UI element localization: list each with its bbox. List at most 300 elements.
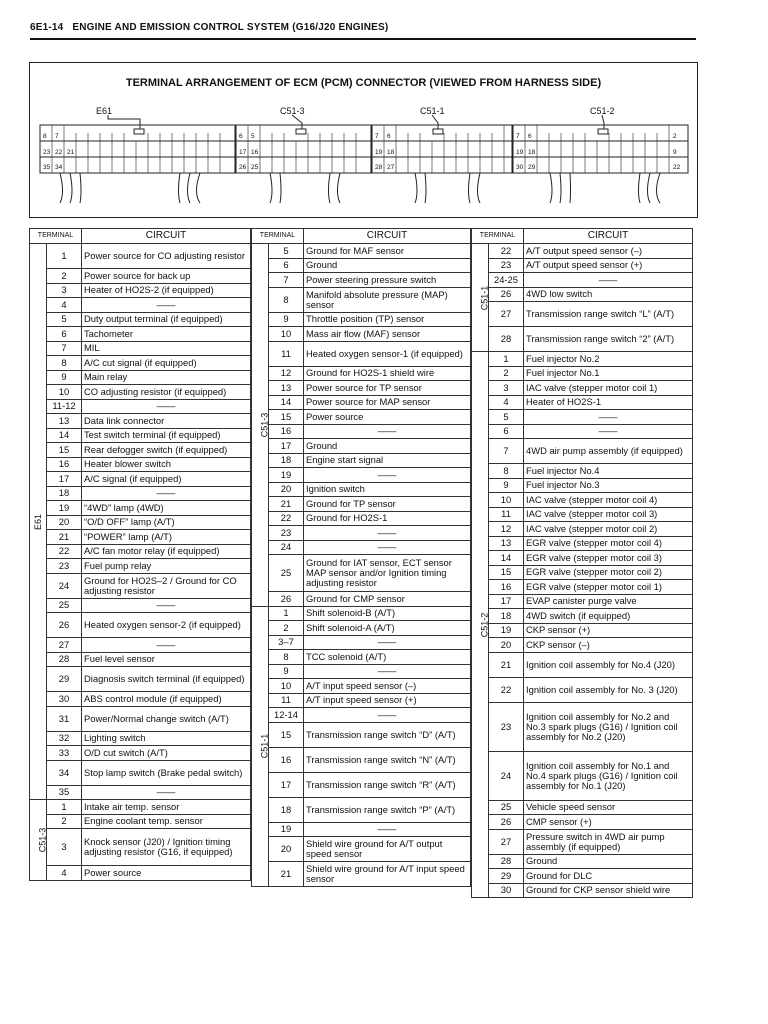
circuit-description: Ground (304, 439, 471, 454)
connector-diagram (29, 62, 698, 218)
circuit-description: —— (524, 273, 693, 288)
connector-name: E61 (33, 513, 44, 530)
table-row (252, 606, 471, 621)
terminal-number: 9 (489, 478, 524, 493)
terminal-number: 30 (489, 883, 524, 898)
terminal-number: 11 (269, 341, 304, 366)
svg-text:26: 26 (239, 164, 247, 171)
table-row (252, 747, 471, 772)
terminal-number: 8 (269, 287, 304, 312)
terminal-number: 16 (489, 580, 524, 595)
terminal-table-3 (471, 228, 693, 898)
svg-text:28: 28 (375, 164, 383, 171)
circuit-description: Shield wire ground for A/T output speed sensor (304, 837, 471, 862)
terminal-number: 23 (489, 258, 524, 273)
circuit-description: ABS control module (if equipped) (82, 692, 251, 707)
circuit-description: O/D cut switch (A/T) (82, 746, 251, 761)
circuit-description: Rear defogger switch (if equipped) (82, 443, 251, 458)
terminal-number: 28 (489, 327, 524, 352)
terminal-number: 7 (269, 273, 304, 288)
table-row (472, 464, 693, 479)
svg-text:29: 29 (528, 164, 536, 171)
circuit-description: Ground for DLC (524, 869, 693, 884)
terminal-number: 4 (47, 866, 82, 881)
circuit-description: —— (304, 822, 471, 837)
table-row (252, 862, 471, 887)
table-row (30, 613, 251, 638)
circuit-description: Ignition coil assembly for No.1 and No.4 spark plugs (G16) / Ignition coil assembly for No.1 (J20) (524, 751, 693, 800)
connector-group-label (472, 244, 489, 352)
terminal-number: 1 (47, 800, 82, 815)
circuit-description: —— (82, 598, 251, 613)
terminal-number: 18 (269, 453, 304, 468)
terminal-number: 15 (489, 565, 524, 580)
table-row (30, 414, 251, 429)
terminal-number: 16 (269, 747, 304, 772)
terminal-number: 8 (489, 464, 524, 479)
table-row (472, 815, 693, 830)
circuit-description: Diagnosis switch terminal (if equipped) (82, 667, 251, 692)
svg-text:7: 7 (55, 133, 59, 140)
table-row (252, 664, 471, 679)
table-row (472, 551, 693, 566)
svg-text:18: 18 (528, 149, 536, 156)
terminal-number: 21 (47, 530, 82, 545)
circuit-description: Shift solenoid-B (A/T) (304, 606, 471, 621)
circuit-description: CKP sensor (–) (524, 638, 693, 653)
terminal-number: 35 (47, 785, 82, 800)
svg-text:17: 17 (239, 149, 247, 156)
circuit-description: Transmission range switch “P” (A/T) (304, 797, 471, 822)
connector-label-c51-2: C51-2 (590, 106, 615, 116)
circuit-description: Engine coolant temp. sensor (82, 814, 251, 829)
terminal-number: 31 (47, 706, 82, 731)
circuit-description: Data link connector (82, 414, 251, 429)
table-row (472, 677, 693, 702)
terminal-number: 21 (489, 652, 524, 677)
table-row (472, 424, 693, 439)
table-row (472, 493, 693, 508)
table-row (252, 453, 471, 468)
table-row (252, 650, 471, 665)
table-row (472, 594, 693, 609)
terminal-number: 19 (269, 468, 304, 483)
table-row (472, 522, 693, 537)
table-row (472, 883, 693, 898)
circuit-description: Duty output terminal (if equipped) (82, 312, 251, 327)
table-row (30, 515, 251, 530)
table-row (30, 692, 251, 707)
table-row (252, 497, 471, 512)
circuit-description: Main relay (82, 370, 251, 385)
table-row (30, 598, 251, 613)
terminal-number: 5 (489, 410, 524, 425)
svg-text:6: 6 (528, 133, 532, 140)
table-row (252, 287, 471, 312)
terminal-number: 14 (489, 551, 524, 566)
table-row (472, 273, 693, 288)
terminal-number: 4 (47, 298, 82, 313)
terminal-number: 17 (269, 772, 304, 797)
circuit-description: —— (304, 424, 471, 439)
circuit-description: A/C cut signal (if equipped) (82, 356, 251, 371)
circuit-description: Stop lamp switch (Brake pedal switch) (82, 760, 251, 785)
table-row (472, 565, 693, 580)
terminal-number: 22 (489, 244, 524, 259)
terminal-number: 2 (269, 621, 304, 636)
table-row (30, 667, 251, 692)
table-row (252, 312, 471, 327)
svg-text:25: 25 (251, 164, 259, 171)
svg-text:6: 6 (239, 133, 243, 140)
table-row (472, 366, 693, 381)
table-row (252, 439, 471, 454)
circuit-description: A/C signal (if equipped) (82, 472, 251, 487)
table-row (30, 638, 251, 653)
terminal-number: 6 (489, 424, 524, 439)
terminal-number: 5 (47, 312, 82, 327)
table-row (30, 298, 251, 313)
table-row (252, 621, 471, 636)
table-row (472, 381, 693, 396)
circuit-description: Tachometer (82, 327, 251, 342)
circuit-description: Transmission range switch “N” (A/T) (304, 747, 471, 772)
terminal-number: 6 (47, 327, 82, 342)
terminal-number: 11-12 (47, 399, 82, 414)
svg-text:2: 2 (673, 133, 677, 140)
table-row (252, 244, 471, 259)
table-row (30, 866, 251, 881)
svg-text:27: 27 (387, 164, 395, 171)
table-row (252, 722, 471, 747)
terminal-number: 12 (269, 366, 304, 381)
terminal-number: 24 (269, 540, 304, 555)
table-row (30, 559, 251, 574)
circuit-description: —— (304, 468, 471, 483)
terminal-number: 15 (269, 722, 304, 747)
table-row (472, 439, 693, 464)
terminal-number: 17 (47, 472, 82, 487)
table-row (252, 635, 471, 650)
svg-text:23: 23 (43, 149, 51, 156)
table-header-row (252, 229, 471, 244)
table-row (252, 258, 471, 273)
table-row (472, 869, 693, 884)
circuit-description: Fuel injector No.3 (524, 478, 693, 493)
table-row (30, 327, 251, 342)
table-row (252, 526, 471, 541)
table-row (472, 352, 693, 367)
table-row (252, 837, 471, 862)
terminal-number: 11 (489, 507, 524, 522)
table-row (30, 428, 251, 443)
terminal-number: 14 (47, 428, 82, 443)
terminal-header: TERMINAL (252, 229, 304, 244)
circuit-description: Shift solenoid-A (A/T) (304, 621, 471, 636)
terminal-number: 20 (489, 638, 524, 653)
svg-text:8: 8 (43, 133, 47, 140)
table-row (30, 457, 251, 472)
terminal-number: 26 (489, 815, 524, 830)
circuit-header: CIRCUIT (304, 229, 471, 244)
terminal-number: 15 (47, 443, 82, 458)
terminal-number: 22 (47, 544, 82, 559)
circuit-description: Pressure switch in 4WD air pump assembly (if equipped) (524, 829, 693, 854)
circuit-description: Mass air flow (MAF) sensor (304, 327, 471, 342)
circuit-description: Transmission range switch “2” (A/T) (524, 327, 693, 352)
circuit-description: —— (82, 785, 251, 800)
terminal-number: 12 (489, 522, 524, 537)
svg-text:22: 22 (673, 164, 681, 171)
circuit-description: Ground for CKP sensor shield wire (524, 883, 693, 898)
table-row (252, 273, 471, 288)
svg-text:7: 7 (516, 133, 520, 140)
circuit-description: Transmission range switch “R” (A/T) (304, 772, 471, 797)
diagram-title: TERMINAL ARRANGEMENT OF ECM (PCM) CONNECTOR (VIEWED FROM HARNESS SIDE) (125, 77, 602, 89)
table-row (252, 797, 471, 822)
circuit-description: Fuel injector No.4 (524, 464, 693, 479)
terminal-table-2 (251, 228, 471, 887)
terminal-number: 20 (47, 515, 82, 530)
circuit-description: Ground for IAT sensor, ECT sensor MAP sensor and/or Ignition timing adjusting resistor (304, 555, 471, 592)
circuit-header: CIRCUIT (524, 229, 693, 244)
terminal-number: 3 (489, 381, 524, 396)
terminal-number: 19 (489, 623, 524, 638)
circuit-description: CMP sensor (+) (524, 815, 693, 830)
table-row (472, 244, 693, 259)
circuit-description: Transmission range switch “D” (A/T) (304, 722, 471, 747)
svg-text:22: 22 (55, 149, 63, 156)
terminal-number: 34 (47, 760, 82, 785)
terminal-number: 19 (47, 501, 82, 516)
circuit-description: Fuel injector No.2 (524, 352, 693, 367)
circuit-description: Fuel pump relay (82, 559, 251, 574)
table-row (30, 356, 251, 371)
table-row (30, 814, 251, 829)
circuit-description: EGR valve (stepper motor coil 4) (524, 536, 693, 551)
terminal-number: 10 (269, 679, 304, 694)
terminal-header: TERMINAL (472, 229, 524, 244)
terminal-number: 23 (269, 526, 304, 541)
circuit-description: —— (82, 486, 251, 501)
terminal-number: 27 (489, 302, 524, 327)
circuit-description: Power source for back up (82, 269, 251, 284)
circuit-header: CIRCUIT (82, 229, 251, 244)
table-row (30, 370, 251, 385)
circuit-description: —— (304, 540, 471, 555)
table-row (252, 679, 471, 694)
circuit-description: Intake air temp. sensor (82, 800, 251, 815)
terminal-number: 27 (47, 638, 82, 653)
table-row (472, 800, 693, 815)
circuit-description: A/T output speed sensor (+) (524, 258, 693, 273)
table-row (472, 287, 693, 302)
circuit-description: IAC valve (stepper motor coil 3) (524, 507, 693, 522)
circuit-description: Ground for HO2S-1 shield wire (304, 366, 471, 381)
table-row (30, 544, 251, 559)
table-row (30, 244, 251, 269)
circuit-description: A/T output speed sensor (–) (524, 244, 693, 259)
circuit-description: 4WD switch (if equipped) (524, 609, 693, 624)
circuit-description: Heater of HO2S-2 (if equipped) (82, 283, 251, 298)
terminal-number: 21 (269, 497, 304, 512)
connector-group-label (30, 800, 47, 881)
circuit-description: Heater blower switch (82, 457, 251, 472)
terminal-number: 24-25 (489, 273, 524, 288)
circuit-description: Power source (304, 410, 471, 425)
connector-label-c51-3: C51-3 (280, 106, 305, 116)
table-row (472, 478, 693, 493)
table-row (30, 573, 251, 598)
svg-text:9: 9 (673, 149, 677, 156)
table-row (252, 540, 471, 555)
table-row (472, 580, 693, 595)
table-row (30, 486, 251, 501)
terminal-number: 3–7 (269, 635, 304, 650)
connector-group-label (252, 606, 269, 887)
table-row (252, 424, 471, 439)
terminal-header: TERMINAL (30, 229, 82, 244)
table-row (472, 302, 693, 327)
circuit-description: —— (304, 635, 471, 650)
terminal-number: 10 (489, 493, 524, 508)
table-row (472, 702, 693, 751)
table-row (252, 772, 471, 797)
circuit-description: IAC valve (stepper motor coil 4) (524, 493, 693, 508)
terminal-number: 3 (47, 283, 82, 298)
circuit-description: CKP sensor (+) (524, 623, 693, 638)
terminal-number: 24 (47, 573, 82, 598)
connector-name: C51-2 (479, 612, 490, 637)
circuit-description: Test switch terminal (if equipped) (82, 428, 251, 443)
circuit-description: Heated oxygen sensor-2 (if equipped) (82, 613, 251, 638)
terminal-number: 22 (269, 511, 304, 526)
table-row (472, 327, 693, 352)
connector-label-e61: E61 (96, 106, 113, 116)
circuit-description: IAC valve (stepper motor coil 2) (524, 522, 693, 537)
svg-text:6: 6 (387, 133, 391, 140)
circuit-description: —— (524, 424, 693, 439)
terminal-number: 18 (47, 486, 82, 501)
table-row (30, 283, 251, 298)
table-row (472, 751, 693, 800)
terminal-number: 13 (269, 381, 304, 396)
table-row (30, 472, 251, 487)
connector-name: C51-1 (259, 733, 270, 759)
table-row (472, 536, 693, 551)
table-row (252, 381, 471, 396)
circuit-description: Heater of HO2S-1 (524, 395, 693, 410)
table-row (252, 592, 471, 607)
terminal-number: 14 (269, 395, 304, 410)
terminal-number: 19 (269, 822, 304, 837)
terminal-number: 9 (47, 370, 82, 385)
terminal-number: 6 (269, 258, 304, 273)
terminal-number: 20 (269, 482, 304, 497)
terminal-number: 2 (47, 269, 82, 284)
table-row (472, 623, 693, 638)
terminal-number: 25 (269, 555, 304, 592)
circuit-description: EGR valve (stepper motor coil 3) (524, 551, 693, 566)
terminal-number: 5 (269, 244, 304, 259)
terminal-number: 25 (47, 598, 82, 613)
table-row (252, 366, 471, 381)
circuit-description: Knock sensor (J20) / Ignition timing adjusting resistor (G16, if equipped) (82, 829, 251, 866)
table-row (252, 341, 471, 366)
circuit-description: Shield wire ground for A/T input speed sensor (304, 862, 471, 887)
circuit-description: Transmission range switch “L” (A/T) (524, 302, 693, 327)
table-row (30, 341, 251, 356)
terminal-number: 7 (47, 341, 82, 356)
circuit-description: —— (82, 638, 251, 653)
circuit-description: —— (304, 664, 471, 679)
table-row (30, 706, 251, 731)
table-row (252, 555, 471, 592)
terminal-number: 13 (47, 414, 82, 429)
table-row (252, 482, 471, 497)
table-row (252, 327, 471, 342)
circuit-description: “POWER” lamp (A/T) (82, 530, 251, 545)
circuit-description: Ignition coil assembly for No. 3 (J20) (524, 677, 693, 702)
circuit-description: Heated oxygen sensor-1 (if equipped) (304, 341, 471, 366)
terminal-number: 23 (47, 559, 82, 574)
circuit-description: EGR valve (stepper motor coil 2) (524, 565, 693, 580)
table-row (30, 746, 251, 761)
table-row (30, 785, 251, 800)
circuit-description: EVAP canister purge valve (524, 594, 693, 609)
table-row (30, 385, 251, 400)
table-row (30, 312, 251, 327)
terminal-number: 26 (489, 287, 524, 302)
table-row (30, 652, 251, 667)
circuit-description: 4WD low switch (524, 287, 693, 302)
circuit-description: Ignition switch (304, 482, 471, 497)
table-row (30, 501, 251, 516)
circuit-description: A/C fan motor relay (if equipped) (82, 544, 251, 559)
terminal-number: 30 (47, 692, 82, 707)
circuit-description: A/T input speed sensor (–) (304, 679, 471, 694)
svg-text:21: 21 (67, 149, 75, 156)
circuit-description: —— (304, 526, 471, 541)
terminal-number: 32 (47, 731, 82, 746)
c51-2-housing (513, 125, 688, 173)
terminal-number: 26 (269, 592, 304, 607)
terminal-number: 10 (47, 385, 82, 400)
circuit-description: “4WD” lamp (4WD) (82, 501, 251, 516)
terminal-number: 29 (47, 667, 82, 692)
table-row (472, 829, 693, 854)
terminal-number: 3 (47, 829, 82, 866)
terminal-number: 9 (269, 664, 304, 679)
terminal-number: 23 (489, 702, 524, 751)
svg-text:18: 18 (387, 149, 395, 156)
connector-name: C51-3 (259, 412, 270, 438)
connector-label-c51-1: C51-1 (420, 106, 445, 116)
terminal-number: 10 (269, 327, 304, 342)
circuit-description: Ground (304, 258, 471, 273)
circuit-description: IAC valve (stepper motor coil 1) (524, 381, 693, 396)
terminal-number: 8 (47, 356, 82, 371)
table-row (472, 609, 693, 624)
table-row (472, 854, 693, 869)
svg-text:5: 5 (251, 133, 255, 140)
terminal-number: 7 (489, 439, 524, 464)
svg-text:19: 19 (516, 149, 524, 156)
terminal-number: 16 (47, 457, 82, 472)
circuit-description: Power/Normal change switch (A/T) (82, 706, 251, 731)
circuit-description: Ignition coil assembly for No.2 and No.3 spark plugs (G16) / Ignition coil assembly for No.2 (J20) (524, 702, 693, 751)
table-row (252, 511, 471, 526)
